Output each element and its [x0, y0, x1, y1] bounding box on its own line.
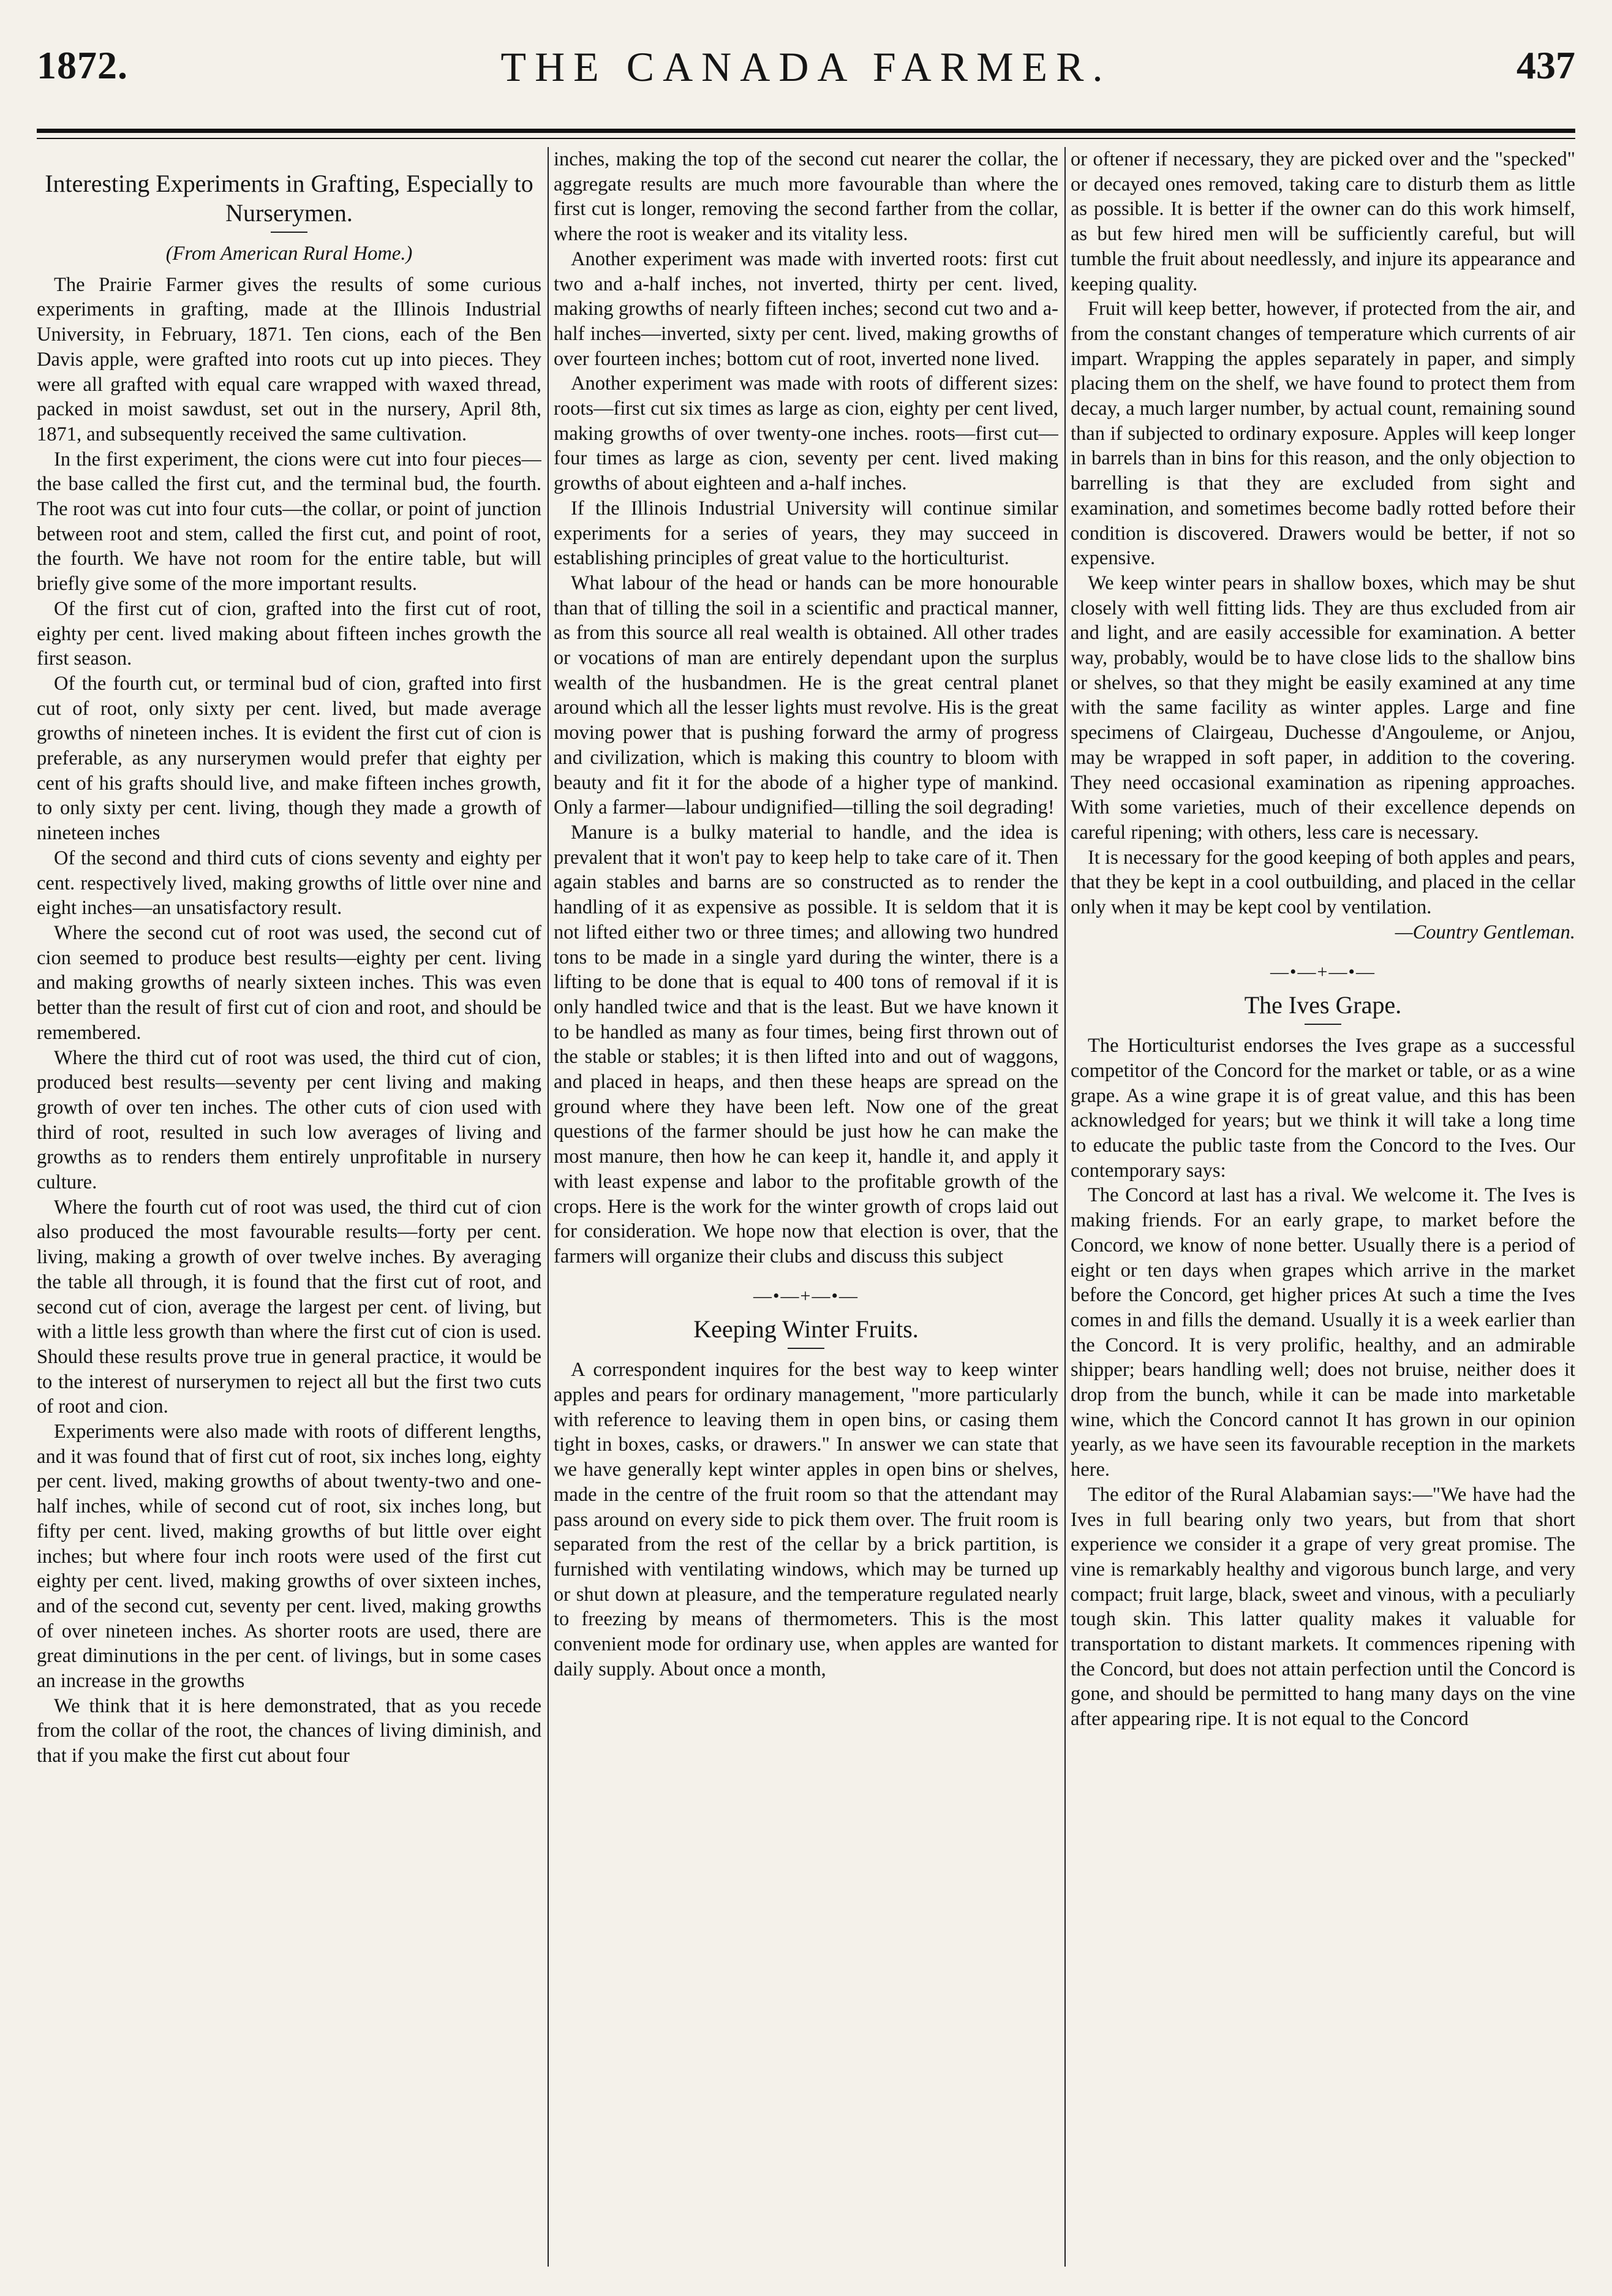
paragraph: Another experiment was made with inverted roots: first cut two and a-half inches, not inverted, thirty per cent. lived, making growths of nearly fifteen inches; second cut two and a-half inches—inverted, sixty per cent. lived, making growths of over fourteen inches; bottom cut of root, inverted none lived.	[554, 247, 1058, 370]
year-label: 1872.	[37, 43, 128, 87]
column-divider	[1064, 147, 1066, 2267]
paragraph: The editor of the Rural Alabamian says:—"We have had the Ives in full bearing only two years, but from that short experience we consider it a grape of very great promise. The vine is remarkably healthy and vigorous bunch large, and very compact; fruit large, black, sweet and vinous, with a peculiarly tough skin. This latter quality makes it valuable for transportation to distant markets. It commences ripening with the Concord, but does not attain perfection until the Concord is gone, and should be permitted to hang many days on the vine after appearing ripe. It is not equal to the Concord	[1071, 1483, 1575, 1731]
paragraph: Experiments were also made with roots of different lengths, and it was found that of first cut of root, six inches long, eighty per cent. lived, making growths of about twenty-two and one-half inches, while of second cut of root, six inches long, but fifty per cent. lived, making growths of but little over eight inches; but where four inch roots were used of the first cut eighty per cent. lived, making growths of over sixteen inches, and of the second cut, seventy per cent. lived, making growths of over nineteen inches. As shorter roots are used, there are great diminutions in the per cent. of livings, but in some cases an increase in the growths	[37, 1421, 541, 1693]
heading-dash	[788, 1348, 824, 1349]
paragraph: The Horticulturist endorses the Ives grape as a successful competitor of the Concord for the market or table, or as a wine grape. As a wine grape it is of great value, and this has been acknowledged for years; but we think it will take a long time to educate the public taste from the Concord to the Ives. Our contemporary says:	[1071, 1035, 1575, 1182]
page-header	[37, 43, 1575, 110]
paragraph: If the Illinois Industrial University will continue similar experiments for a series of years, they may succeed in establishing principles of great value to the horticulturist.	[554, 497, 1058, 570]
section-divider: —•—+—•—	[753, 1285, 859, 1306]
page-number: 437	[1516, 43, 1575, 87]
paragraph: A correspondent inquires for the best way to keep winter apples and pears for ordinary management, "more particularly with reference to leaving them in open bins, or casing them tight in boxes, casks, or drawers." In answer we can state that we have generally kept winter apples in open bins or shelves, made in the centre of the fruit room so that the attendant may pass around on every side to pick them over. The fruit room is separated from the rest of the cellar by a brick partition, is furnished with ventilating windows, which may be turned up or shut down at pleasure, and the temperature regulated nearly to freezing by means of thermometers. This is the most convenient mode for ordinary use, when apples are wanted for daily supply. About once a month,	[554, 1359, 1058, 1680]
header-rule-thick	[37, 129, 1575, 133]
paragraph: The Concord at last has a rival. We welcome it. The Ives is making friends. For an early grape, to market before the Concord, we know of none better. Usually there is a period of eight or ten days when grapes which arrive in the market before the Concord, get higher prices At such a time the Ives comes in and fills the demand. Usually it is a week earlier than the Concord. It is very prolific, healthy, and an admirable shipper; bears handling well; does not bruise, neither does it drop from the bunch, while it can be made into marketable wine, which the Concord cannot It has grown in our opinion yearly, as we have seen its favourable reception in the markets here.	[1071, 1184, 1575, 1481]
paragraph: What labour of the head or hands can be more honourable than that of tilling the soil in a scientific and practical manner, as from this source all real wealth is obtained. All other trades or vocations of man are entirely dependant upon the surplus wealth of the husbandmen. He is the great central planet around which all the lesser lights must revolve. His is the great moving power that is pushing forward the army of progress and civilization, which is making this country to bloom with beauty and fit it for the abode of a higher type of mankind. Only a farmer—labour undignified—tilling the soil degrading!	[554, 572, 1058, 819]
article-signature: —Country Gentleman.	[1395, 921, 1575, 943]
paragraph: Of the fourth cut, or terminal bud of cion, grafted into first cut of root, only sixty per cent. lived, but made average growths of nineteen inches. It is evident the first cut of cion is preferable, as any nurserymen would prefer that eighty per cent of his grafts should live, and make fifteen inches growth, to only sixty per cent. living, though they made a growth of nineteen inches	[37, 672, 541, 845]
paragraph: Manure is a bulky material to handle, and the idea is prevalent that it won't pay to keep help to take care of it. Then again stables and barns are so constructed as to render the handling of it as expensive as possible. It is seldom that it is not lifted either two or three times; and allowing two hundred tons to be made in a single yard during the winter, there is a lifting to be done that is equal to 400 tons of removal if it is only handled twice and that is the least. But we have known it to be handled as many as four times, being first thrown out of the stable or stables; it is then lifted into and out of waggons, and placed in heaps, and then these heaps are spread on the ground where they have been left. Now one of the great questions of the farmer should be just how he can make the most manure, then how he can keep it, handle it, and apply it with least expense and labor to the profitable growth of the crops. Here is the work for the winter growth of crops laid out for consideration. We hope now that election is over, that the farmers will organize their clubs and discuss this subject	[554, 821, 1058, 1267]
masthead-title: THE CANADA FARMER.	[500, 43, 1112, 90]
paragraph: The Prairie Farmer gives the results of some curious experiments in grafting, made at the Illinois Industrial University, in February, 1871. Ten cions, each of the Ben Davis apple, were grafted into roots cut up into pieces. They were all grafted with equal care wrapped with waxed thread, packed in moist sawdust, set out in the nursery, April 8th, 1871, and subsequently received the same cultivation.	[37, 273, 541, 445]
paragraph: Of the first cut of cion, grafted into the first cut of root, eighty per cent. lived making about fifteen inches growth the first season.	[37, 597, 541, 670]
paragraph: We think that it is here demonstrated, that as you recede from the collar of the root, the chances of living diminish, and that if you make the first cut about four	[37, 1694, 541, 1767]
paragraph: Fruit will keep better, however, if protected from the air, and from the constant changes of temperature which currents of air impart. Wrapping the apples separately in paper, and simply placing them on the shelf, we have found to protect them from decay, a much larger number, by actual count, remaining sound than if subjected to ordinary exposure. Apples will keep longer in barrels than in bins for this reason, and the only objection to barrelling is that they are excluded from sight and examination, and sometimes become badly rotted before their condition is discovered. Drawers would be better, if not so expensive.	[1071, 298, 1575, 570]
paragraph: It is necessary for the good keeping of both apples and pears, that they be kept in a cool outbuilding, and placed in the cellar only when it may be kept cool by ventilation.	[1071, 846, 1575, 919]
paragraph: Where the second cut of root was used, the second cut of cion seemed to produce best results—eighty per cent. living and making growths of nearly sixteen inches. This was even better than the result of first cut of cion and root, and should be remembered.	[37, 921, 541, 1044]
column-divider	[548, 147, 549, 2267]
paragraph: or oftener if necessary, they are picked over and the "specked" or decayed ones removed, taking care to disturb them as little as possible. It is better if the owner can do this work himself, as but few hired men will be sufficiently careful, but will tumble the fruit about needlessly, and injure its appearance and keeping quality.	[1071, 148, 1575, 295]
paragraph: Of the second and third cuts of cions seventy and eighty per cent. respectively lived, making growths of little over nine and eight inches—an unsatisfactory result.	[37, 847, 541, 920]
columns	[37, 147, 1575, 2267]
column-1	[37, 147, 541, 2267]
paragraph: Where the fourth cut of root was used, the third cut of cion also produced the most favourable results—forty per cent. living, making a growth of over twelve inches. By averaging the table all through, it is found that the first cut of root, and second cut of cion, average the largest per cent. of living, but with a little less growth than where the first cut of cion is used. Should these results prove true in general practice, it would be to the interest of nurserymen to reject all but the first two cuts of root and cion.	[37, 1196, 541, 1418]
paragraph: Where the third cut of root was used, the third cut of cion, produced best results—seventy per cent living and making growth of over ten inches. The other cuts of cion used with third of root, resulted in such low averages of living and growths as to renders them entirely unprofitable in nursery culture.	[37, 1046, 541, 1194]
heading-dash	[1305, 1024, 1341, 1025]
paragraph: inches, making the top of the second cut nearer the collar, the aggregate results are much more favourable than where the first cut is longer, removing the second farther from the collar, where the root is weaker and its vitality less.	[554, 148, 1058, 246]
section-divider: —•—+—•—	[1270, 961, 1376, 982]
paragraph: Another experiment was made with roots of different sizes: roots—first cut six times as large as cion, eighty per cent lived, making growths of over twenty-one inches. roots—first cut—four times as large as cion, seventy per cent. lived making growths of about eighteen and a-half inches.	[554, 372, 1058, 495]
section-heading: Keeping Winter Fruits.	[693, 1315, 919, 1343]
header-rule-thin	[37, 138, 1575, 139]
section-heading: The Ives Grape.	[1244, 991, 1402, 1019]
paragraph: In the first experiment, the cions were cut into four pieces—the base called the first cut, and the terminal bud, the fourth. The root was cut into four cuts—the collar, or point of junction between root and stem, called the first cut, and point of root, the fourth. We have not room for the entire table, but will briefly give some of the more important results.	[37, 448, 541, 595]
column-2	[554, 147, 1058, 2267]
article-headline: Interesting Experiments in Grafting, Especially to Nurserymen.	[45, 170, 533, 227]
article-source: (From American Rural Home.)	[165, 243, 413, 265]
column-3	[1071, 147, 1575, 2267]
paragraph: We keep winter pears in shallow boxes, which may be shut closely with well fitting lids. They are thus excluded from air and light, and are easily accessible for examination. A better way, probably, would be to have close lids to the shallow bins or shelves, so that they might be easily examined at any time with the same facility as winter apples. Large and fine specimens of Clairgeau, Duchesse d'Angouleme, or Anjou, may be wrapped in soft paper, in addition to the covering. They need occasional examination as ripening approaches. With some varieties, much of their excellence depends on careful ripening; with others, less care is necessary.	[1071, 572, 1575, 844]
headline-dash	[271, 232, 307, 233]
